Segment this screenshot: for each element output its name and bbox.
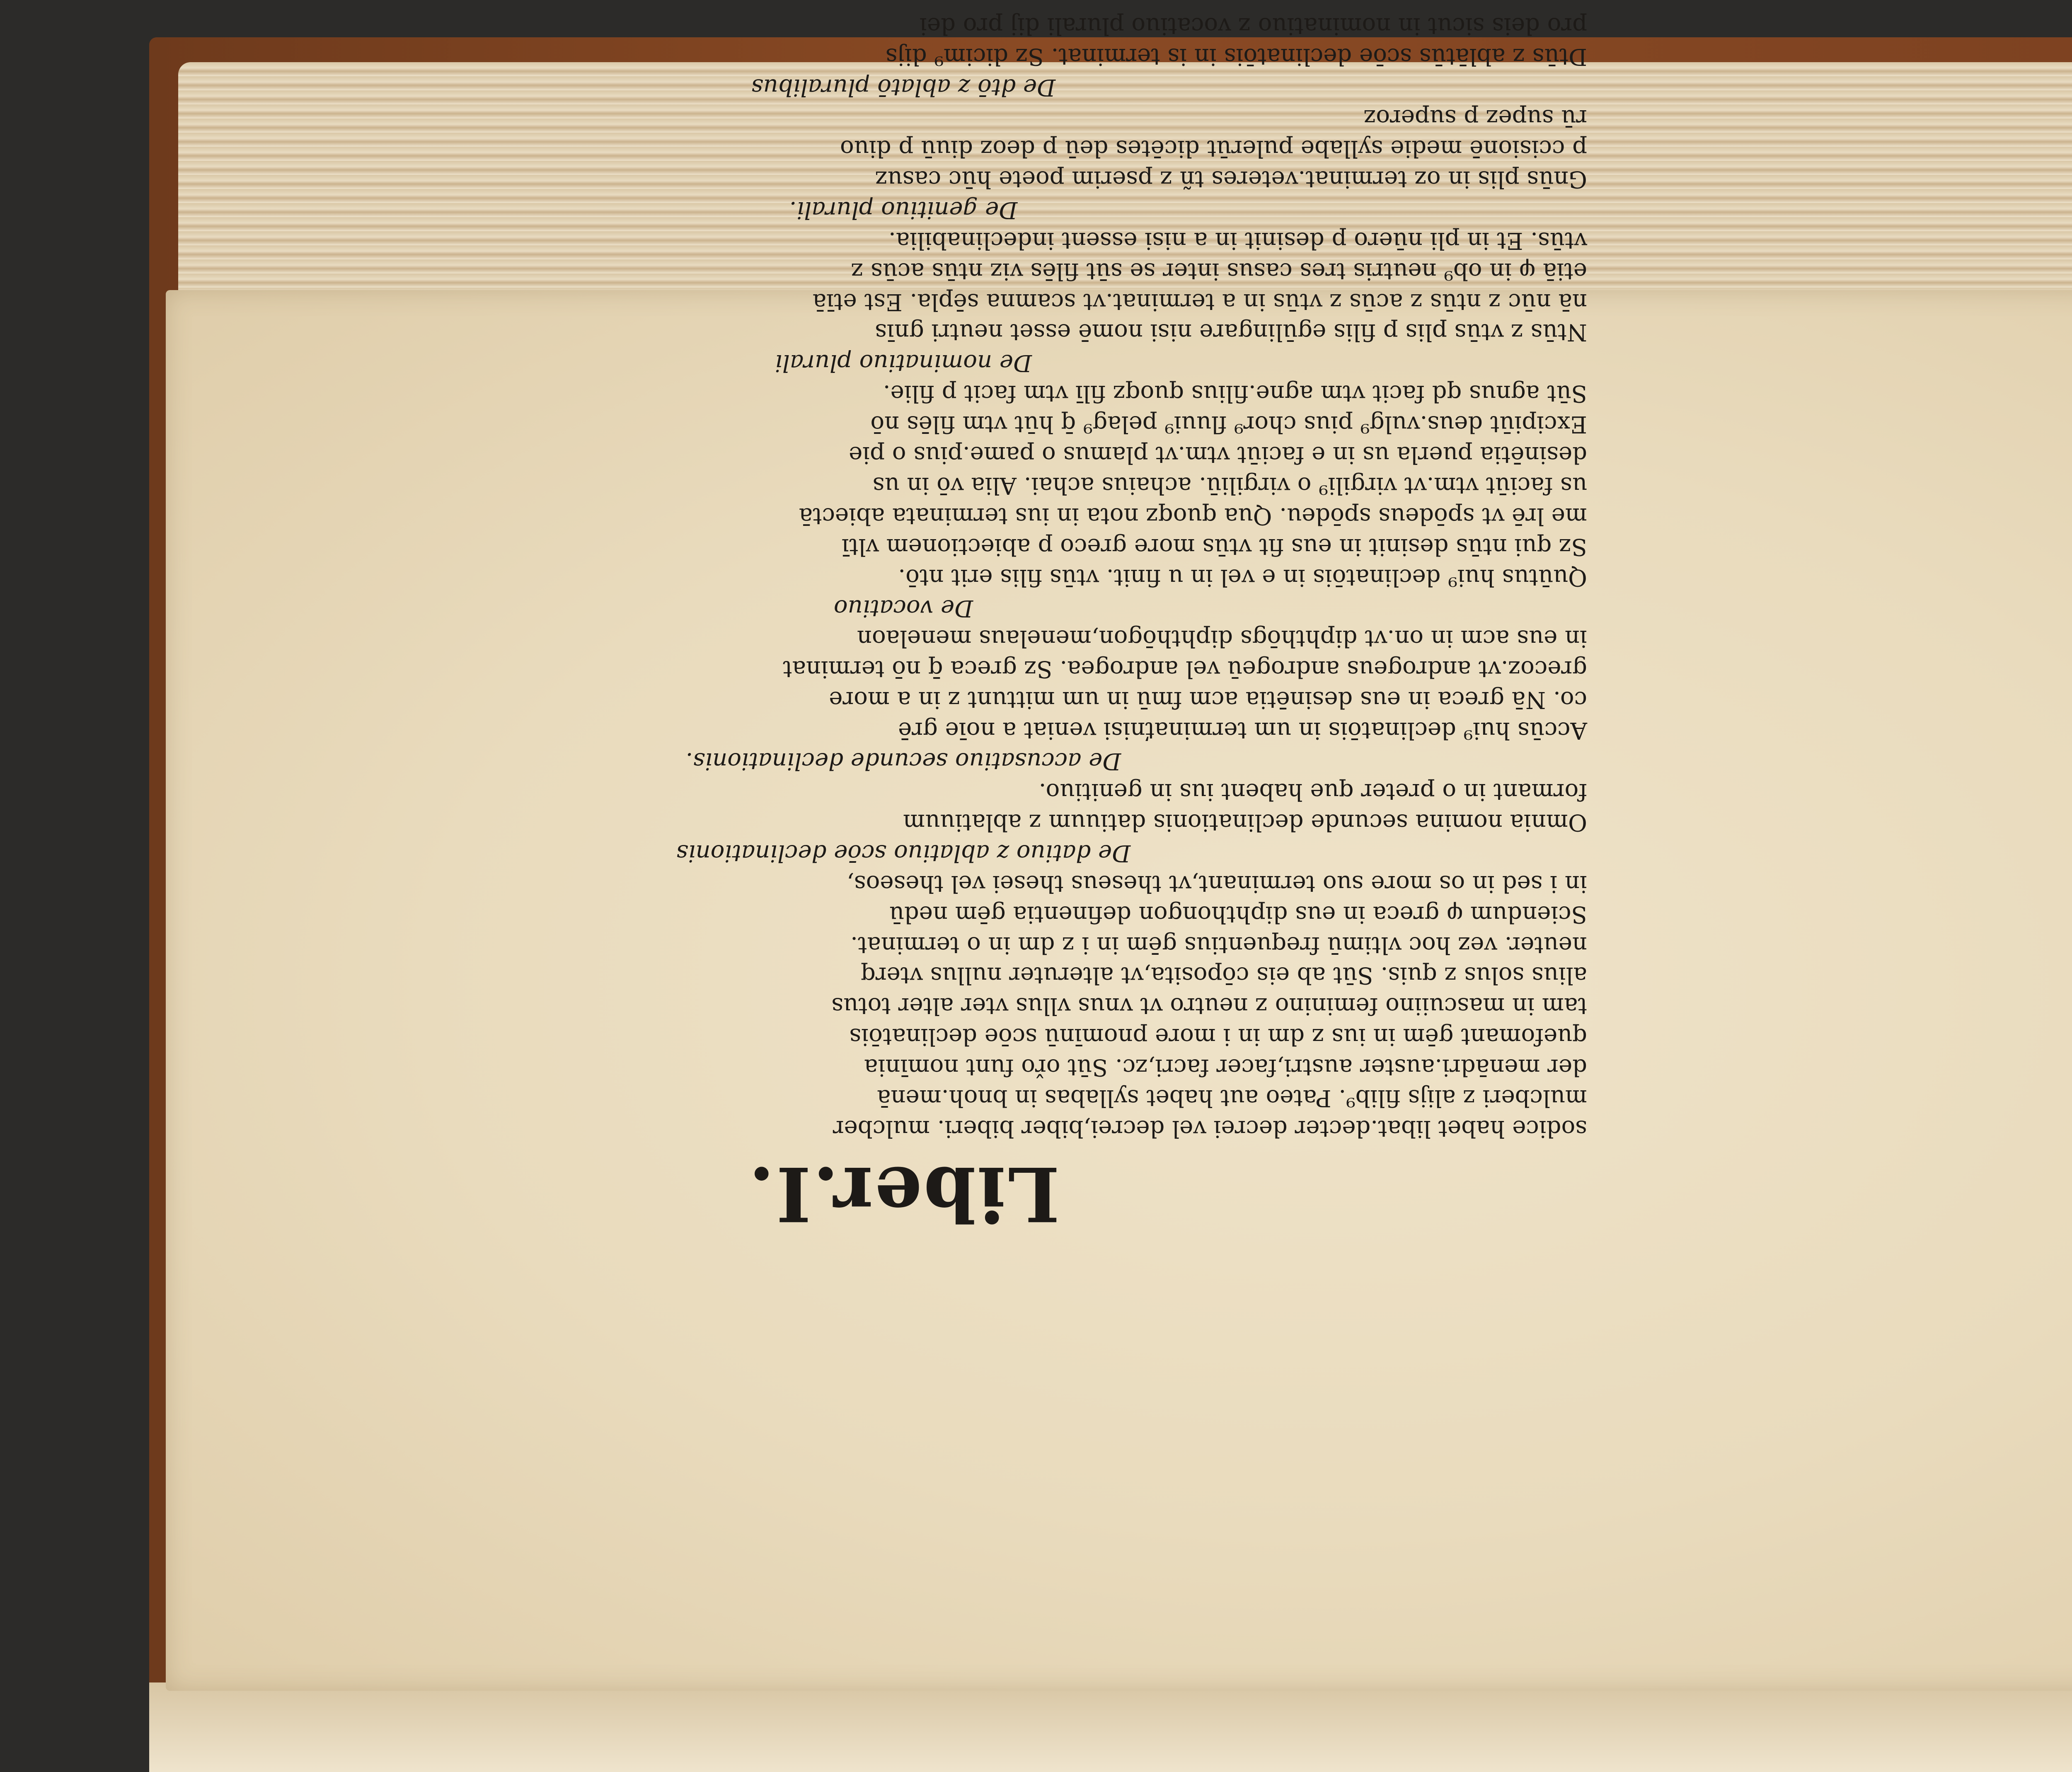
- text-line: us faciūt vtm.vt virgili⁹ o virgiliū. achaius achai. Alia vō in us: [872, 472, 1587, 499]
- text-line: grecoz.vt androgeus androgeū vel androgea. Sz greca q̄ nō terminat: [783, 656, 1587, 683]
- text-line: rū supez p superoz: [1363, 104, 1587, 132]
- text-line: pro deis sicut in nominatiuo z vocatiuo plurali dij pro dei: [920, 12, 1587, 40]
- text-line: Quūtus hui⁹ declinatōis in e vel in u finit. vtūs filis erit ntō.: [898, 564, 1587, 591]
- section-heading: De datiuo z ablatiuo scōe declinationis: [676, 839, 1131, 867]
- text-line: quefomant gēm in ius z dm in i more pnomīnū scōe declinatōis: [849, 1023, 1587, 1051]
- text-line: Sz qui ntūs desinit in eus fit vtūs more greco p abiectionem vltī: [842, 533, 1587, 560]
- text-line: Sūt agnus qd facit vtm agne.filius quoqz filī vtm facit p filie.: [883, 380, 1587, 407]
- printed-text-block: [220, 12, 1587, 1237]
- text-line: Excipiūt deus.vulg⁹ pius chor⁹ fluui⁹ pelag⁹ q̄ hūt vtm filēs nō: [870, 411, 1587, 438]
- section-heading: De dtō z ablatō pluralibus: [751, 74, 1056, 101]
- text-line: mulcberi z alijs filib⁹. Pateo aut habet syllabas in bnoh.menā: [877, 1085, 1587, 1112]
- text-lines: [220, 10, 1587, 1144]
- text-line: desinētia puerla us in e faciūt vtm.vt plamus o pame.pius o pie: [849, 441, 1587, 469]
- section-heading: De vocatiuo: [833, 594, 973, 622]
- facing-page-edge: [149, 1682, 2072, 1772]
- text-line: co. Nā greca in eus desinētia acm fmū in um mittunt z in a more: [829, 686, 1587, 714]
- section-heading: De nominatiuo plurali: [775, 349, 1032, 377]
- text-line: formant in o preter que habent ius in genitiuo.: [1038, 778, 1587, 806]
- text-line: Ntūs z vtūs plis p filis egūlingare nisi nomē esset neutri gnīs: [875, 319, 1587, 346]
- text-line: neuter. vez hoc vltimū frequentius gēm in i z dm in o terminat.: [850, 931, 1587, 959]
- text-line: Dtūs z ablātūs scōe declinatōis in is terminat. Sz dicim⁹ dijs: [885, 43, 1587, 70]
- page-heading: Liber.I.: [747, 1150, 1060, 1237]
- text-line: p ccisionē medie syllabe pulerūt dicētes deū p deoz diuū p diuo: [840, 135, 1587, 162]
- text-line: Sciendum φ greca in eus diphthongon definentia gēm nedū: [889, 901, 1587, 928]
- section-heading: De accusatiuo secunde declinationis.: [685, 748, 1121, 775]
- text-line: vtūs. Et in pli nūero p desinit in a nisi essent indeclinabilia.: [888, 227, 1587, 254]
- text-line: tam in mascuiino feminino z neutro vt vnus vllus vter alter totus: [831, 993, 1587, 1020]
- text-line: sodice habet libat.decter decrei vel decrei,biber biberi. mulcber: [833, 1115, 1587, 1142]
- text-line: Gnūs plis in oz terminat.veteres tñ z pserim poete hūc casuz: [875, 165, 1587, 193]
- text-line: alius solus z quis. Sūt ab eis cōposita,vt alteruter nullus vterq: [861, 962, 1587, 989]
- text-line: etiā φ in ob⁹ neutris tres casus inter se sūt filēs viz ntūs acūs z: [851, 257, 1587, 285]
- text-line: Accūs hui⁹ declinatōis in um terminaťnisi veniat a noīe grē: [898, 717, 1587, 744]
- text-line: me lrē vt spōdeus spōdeu. Qua quoqz nota in ius terminata abiectā: [799, 502, 1587, 530]
- text-line: in i sed in os more suo terminant,vt theseus thesei vel theseos,: [847, 870, 1587, 897]
- text-line: in eus acm in on.vt diphthōgs diphthōgon,menelaus menelaon: [857, 625, 1587, 652]
- text-line: Omnia nomina secunde declinationis datiuum z ablatiuum: [903, 809, 1587, 836]
- text-line: nā nūc z ntūs z acūs z vtūs in a terminat.vt scamna sēpla. Est etīā: [812, 288, 1587, 315]
- text-line: der menādri.auster austri,facer facri,zc. Sūt ořo funt nomīnia: [864, 1054, 1587, 1081]
- section-heading: De genitiuo plurali.: [789, 196, 1018, 223]
